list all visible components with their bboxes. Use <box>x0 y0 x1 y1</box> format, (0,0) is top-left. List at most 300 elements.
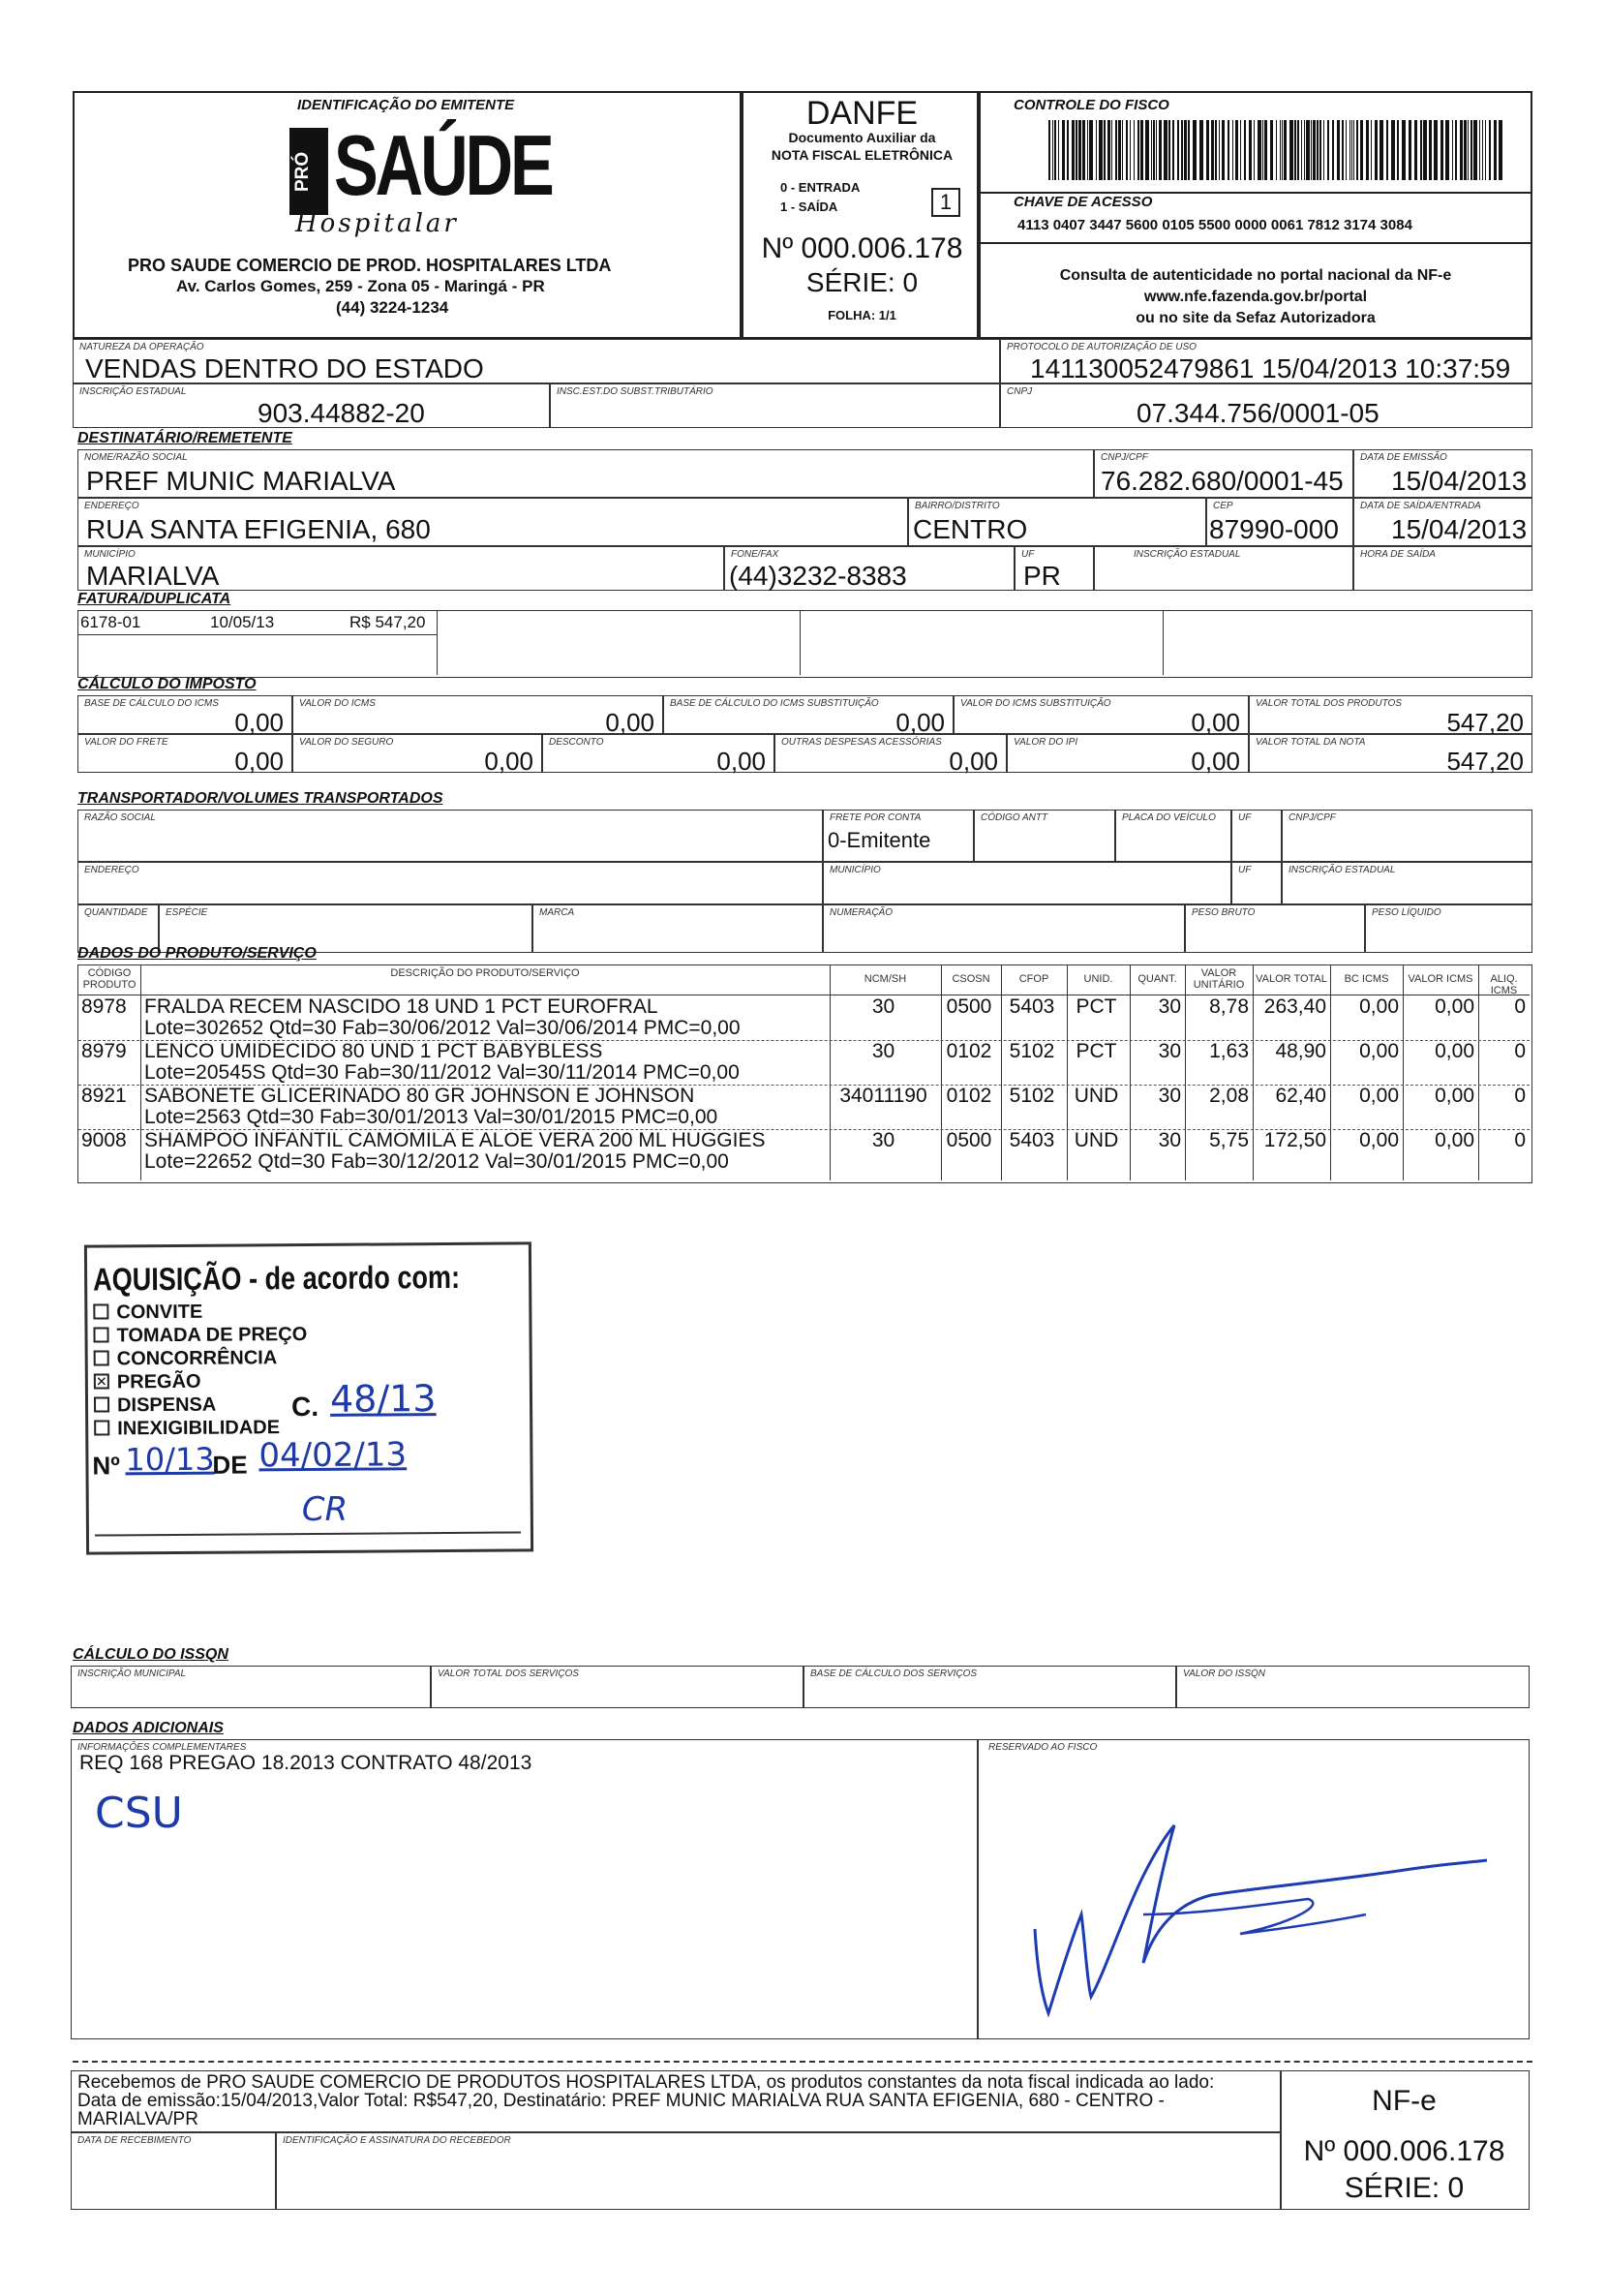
cell-vtotal: 263,40 <box>1263 995 1326 1018</box>
canhoto-serie: SÉRIE: 0 <box>1344 2172 1465 2204</box>
divider <box>95 1531 521 1536</box>
issqn-section: CÁLCULO DO ISSQN <box>73 1646 228 1663</box>
stamp-option-label: DISPENSA <box>116 1393 217 1417</box>
table-row <box>78 1086 1530 1130</box>
issuer-name: PRO SAUDE COMERCIO DE PROD. HOSPITALARES LTDA <box>128 256 612 275</box>
barcode-bar <box>1181 120 1183 180</box>
cell-desc1: FRALDA RECEM NASCIDO 18 UND 1 PCT EUROFRAL <box>144 995 658 1018</box>
cnpj-emit-value: 07.344.756/0001-05 <box>1137 398 1380 428</box>
barcode-bar <box>1351 120 1352 180</box>
cell-csosn: 0500 <box>946 1129 992 1151</box>
cell-unid: PCT <box>1076 1040 1117 1062</box>
header-vtotal: VALOR TOTAL <box>1256 973 1327 985</box>
checkbox-icon <box>93 1327 108 1342</box>
barcode-bar <box>1172 120 1174 180</box>
barcode-bar <box>1115 120 1117 180</box>
barcode-bar <box>1440 120 1443 180</box>
barcode-bar <box>1082 120 1085 180</box>
cell-desc2: Lote=302652 Qtd=30 Fab=30/06/2012 Val=30/06/2014 PMC=0,00 <box>144 1017 741 1039</box>
imposto-r2-cell-4 <box>1007 734 1249 776</box>
cell-aliq: 0 <box>1514 1085 1526 1107</box>
barcode-bar <box>1402 120 1406 180</box>
barcode-bar <box>1289 120 1293 180</box>
barcode-bar <box>1323 120 1324 180</box>
stamp-initials: CR <box>301 1489 349 1530</box>
barcode-bar <box>1420 120 1422 180</box>
cell-vicms: 0,00 <box>1435 1085 1474 1107</box>
handwritten-note: CSU <box>95 1789 183 1838</box>
header-vunit: VALOR UNITÁRIO <box>1193 967 1245 991</box>
canhoto-text-1: Recebemos de PRO SAUDE COMERCIO DE PRODUTOS HOSPITALARES LTDA, os produtos constantes da nota fiscal indicada ao lado: <box>77 2072 1215 2093</box>
barcode-bar <box>1137 120 1139 180</box>
imposto-r1-value-0: 0,00 <box>234 708 284 737</box>
cell-vunit: 1,63 <box>1209 1040 1249 1062</box>
dest-municipio-cell <box>77 546 724 591</box>
cell-bc: 0,00 <box>1359 1085 1399 1107</box>
imposto-r2-label-1: VALOR DO SEGURO <box>299 737 394 748</box>
cell-aliq: 0 <box>1514 1129 1526 1151</box>
cell-desc1: LENCO UMIDECIDO 80 UND 1 PCT BABYBLESS <box>144 1040 603 1062</box>
adicionais-fisco-cell <box>978 1739 1530 2039</box>
barcode-bar <box>1145 120 1149 180</box>
barcode-bar <box>1360 120 1363 180</box>
cell-ncm: 34011190 <box>839 1085 927 1107</box>
dest-municipio: MARIALVA <box>86 561 220 591</box>
barcode-bar <box>1301 120 1302 180</box>
adicionais-section: DADOS ADICIONAIS <box>73 1720 224 1736</box>
barcode-bar <box>1468 120 1469 180</box>
barcode-bar <box>1346 120 1347 180</box>
barcode-bar <box>1096 120 1097 180</box>
transp-marca-cell <box>532 904 823 953</box>
barcode-bar <box>1494 120 1497 180</box>
protocolo-label: PROTOCOLO DE AUTORIZAÇÃO DE USO <box>1007 342 1197 352</box>
imposto-r2-value-3: 0,00 <box>949 747 998 776</box>
dest-emissao-cell <box>1353 449 1532 498</box>
table-row <box>78 996 1530 1041</box>
issuer-address: Av. Carlos Gomes, 259 - Zona 05 - Maringá - PR <box>176 277 545 295</box>
checkbox-icon: ✕ <box>94 1373 109 1389</box>
imposto-r2-label-2: DESCONTO <box>549 737 604 748</box>
barcode-bar <box>1262 120 1263 180</box>
issqn-cell-0 <box>71 1666 431 1708</box>
cell-cfop: 5102 <box>1009 1085 1055 1107</box>
barcode-bar <box>1126 120 1128 180</box>
dest-uf: PR <box>1023 561 1061 591</box>
dest-hora-cell <box>1353 546 1532 591</box>
barcode-bar <box>1337 120 1340 180</box>
barcode-bar <box>1270 120 1273 180</box>
danfe-subtitle2: NOTA FISCAL ELETRÔNICA <box>771 147 954 163</box>
issqn-label-1: VALOR TOTAL DOS SERVIÇOS <box>438 1668 579 1679</box>
barcode-bar <box>1118 120 1121 180</box>
imposto-r2-cell-3 <box>774 734 1007 776</box>
ie-label: INSCRIÇÃO ESTADUAL <box>79 386 187 397</box>
signature <box>998 1798 1501 2021</box>
barcode-bar <box>1304 120 1305 180</box>
imposto-r2-cell-0 <box>77 734 292 776</box>
dest-endereco-cell <box>77 498 908 546</box>
imposto-r1-label-2: BASE DE CÁLCULO DO ICMS SUBSTITUIÇÃO <box>670 698 879 709</box>
table-row <box>78 1130 1530 1175</box>
header-aliq: ALIQ. ICMS <box>1490 973 1518 996</box>
stamp-n-label: Nº <box>92 1451 120 1481</box>
dest-saida-cell <box>1353 498 1532 546</box>
transp-municipio-label: MUNICÍPIO <box>830 865 881 875</box>
header-ncm: NCM/SH <box>864 973 907 985</box>
imposto-r1-label-1: VALOR DO ICMS <box>299 698 376 709</box>
fatura-numero: 6178-01 <box>80 613 141 631</box>
barcode-bar <box>1397 120 1399 180</box>
barcode-bar <box>1062 120 1065 180</box>
divider <box>800 611 801 675</box>
imposto-r2-value-5: 547,20 <box>1446 747 1524 776</box>
barcode-bar <box>1434 120 1438 180</box>
barcode-bar <box>1473 120 1477 180</box>
fatura-vencimento: 10/05/13 <box>210 613 275 631</box>
danfe-title: DANFE <box>805 95 919 132</box>
transp-especie-label: ESPÉCIE <box>166 907 208 918</box>
canhoto-dash-top <box>73 2061 1532 2063</box>
issqn-label-0: INSCRIÇÃO MUNICIPAL <box>77 1668 187 1679</box>
cell-cfop: 5102 <box>1009 1040 1055 1062</box>
barcode-bar <box>1471 120 1472 180</box>
barcode-bar <box>1342 120 1344 180</box>
header-csosn: CSOSN <box>952 973 990 985</box>
imposto-r1-label-3: VALOR DO ICMS SUBSTITUIÇÃO <box>960 698 1111 709</box>
transp-frete-cell <box>823 810 974 862</box>
cell-vtotal: 62,40 <box>1275 1085 1326 1107</box>
danfe-type-box: 1 <box>931 188 960 217</box>
barcode-bar <box>1072 120 1075 180</box>
checkbox-icon <box>94 1350 109 1365</box>
produtos-section: DADOS DO PRODUTO/SERVIÇO <box>77 945 317 962</box>
checkbox-icon <box>93 1303 108 1319</box>
cell-vicms: 0,00 <box>1435 1040 1474 1062</box>
cell-cfop: 5403 <box>1009 1129 1055 1151</box>
cell-codigo: 8978 <box>81 995 127 1018</box>
transp-liquido-label: PESO LÍQUIDO <box>1372 907 1441 918</box>
logo-sub-text: Hospitalar <box>295 209 459 238</box>
dest-saida: 15/04/2013 <box>1391 514 1528 544</box>
barcode-bar <box>1479 120 1480 180</box>
cell-quant: 30 <box>1158 995 1181 1018</box>
cell-csosn: 0102 <box>946 1085 992 1107</box>
chave-label: CHAVE DE ACESSO <box>1014 194 1153 210</box>
protocolo-cell <box>1000 339 1532 383</box>
canhoto-nfe-cell <box>1281 2070 1530 2210</box>
danfe-serie: SÉRIE: 0 <box>805 267 919 297</box>
imposto-r1-label-0: BASE DE CÁLCULO DO ICMS <box>84 698 219 709</box>
barcode-bar <box>1078 120 1081 180</box>
barcode-bar <box>1215 120 1217 180</box>
dest-bairro-cell <box>908 498 1206 546</box>
imposto-r2-label-3: OUTRAS DESPESAS ACESSÓRIAS <box>781 737 942 748</box>
barcode-bar <box>1429 120 1432 180</box>
dest-hora-label: HORA DE SAÍDA <box>1360 549 1436 560</box>
consulta-line3: ou no site da Sefaz Autorizadora <box>1136 310 1376 326</box>
transp-razao-label: RAZÃO SOCIAL <box>84 812 156 823</box>
barcode-bar <box>1235 120 1238 180</box>
dest-nome: PREF MUNIC MARIALVA <box>86 466 396 496</box>
cell-ncm: 30 <box>871 995 895 1018</box>
transp-placa-label: PLACA DO VEÍCULO <box>1122 812 1216 823</box>
cell-desc2: Lote=20545S Qtd=30 Fab=30/11/2012 Val=30/11/2014 PMC=0,00 <box>144 1061 740 1084</box>
imposto-r2-value-2: 0,00 <box>716 747 766 776</box>
barcode-bar <box>1159 120 1162 180</box>
barcode-bar <box>1054 120 1056 180</box>
canhoto-text-2: Data de emissão:15/04/2013,Valor Total: R$547,20, Destinatário: PREF MUNIC MARIALVA RUA SANTA EFIGENIA, 680 - CENTRO - <box>77 2091 1165 2111</box>
imposto-r1-cell-0 <box>77 695 292 737</box>
header-cfop: CFOP <box>1018 973 1049 985</box>
barcode-bar <box>1311 120 1312 180</box>
barcode-bar <box>1455 120 1457 180</box>
barcode-bar <box>1067 120 1069 180</box>
barcode-bar <box>1222 120 1225 180</box>
imposto-r1-value-4: 547,20 <box>1446 708 1524 737</box>
imposto-r1-cell-1 <box>292 695 663 737</box>
transp-cnpj-label: CNPJ/CPF <box>1289 812 1336 823</box>
fatura-valor: R$ 547,20 <box>349 613 426 631</box>
imposto-r2-value-4: 0,00 <box>1191 747 1240 776</box>
stamp-option-label: TOMADA DE PREÇO <box>116 1324 308 1347</box>
cell-bc: 0,00 <box>1359 995 1399 1018</box>
barcode-bar <box>1327 120 1329 180</box>
imposto-r1-value-1: 0,00 <box>605 708 654 737</box>
divider <box>437 611 438 675</box>
consulta-line2: www.nfe.fazenda.gov.br/portal <box>1143 289 1368 305</box>
issqn-cell-3 <box>1176 1666 1530 1708</box>
transp-cnpj-cell <box>1282 810 1532 862</box>
barcode-bar <box>1319 120 1321 180</box>
barcode-bar <box>1294 120 1296 180</box>
table-row <box>78 1041 1530 1086</box>
canhoto-ident-cell <box>276 2132 1281 2210</box>
dest-uf-cell <box>1015 546 1094 591</box>
transp-marca-label: MARCA <box>539 907 575 918</box>
transportador-section: TRANSPORTADOR/VOLUMES TRANSPORTADOS <box>77 790 443 807</box>
transp-endereco-label: ENDEREÇO <box>84 865 139 875</box>
dest-nome-cell <box>77 449 1094 498</box>
canhoto-text-cell <box>71 2070 1281 2132</box>
cell-codigo: 9008 <box>81 1129 127 1151</box>
dest-ie-label: INSCRIÇÃO ESTADUAL <box>1134 549 1241 560</box>
dest-cnpj: 76.282.680/0001-45 <box>1101 466 1344 496</box>
barcode-bar <box>1156 120 1157 180</box>
dest-cnpj-label: CNPJ/CPF <box>1101 452 1148 463</box>
barcode-bar <box>1460 120 1463 180</box>
cell-vtotal: 48,90 <box>1275 1040 1326 1062</box>
transp-ie-label: INSCRIÇÃO ESTADUAL <box>1289 865 1396 875</box>
dest-bairro: CENTRO <box>913 514 1028 544</box>
header-unid: UNID. <box>1083 973 1113 985</box>
barcode-bar <box>1240 120 1241 180</box>
barcode-bar <box>1391 120 1395 180</box>
barcode-bar <box>1375 120 1378 180</box>
barcode-bar <box>1489 120 1491 180</box>
header-bc: BC ICMS <box>1344 973 1389 985</box>
cnpj-emit-cell <box>1000 383 1532 428</box>
transp-uf2-label: UF <box>1238 865 1252 875</box>
danfe-number: Nº 000.006.178 <box>761 232 963 264</box>
barcode-bar <box>1153 120 1155 180</box>
barcode-bar <box>1499 120 1502 180</box>
barcode-bar <box>1177 120 1179 180</box>
barcode-bar <box>1276 120 1277 180</box>
transp-numeracao-label: NUMERAÇÃO <box>830 907 894 918</box>
imposto-r1-label-4: VALOR TOTAL DOS PRODUTOS <box>1256 698 1402 709</box>
dest-emissao-label: DATA DE EMISSÃO <box>1360 452 1447 463</box>
barcode-bar <box>1058 120 1059 180</box>
cell-unid: UND <box>1074 1085 1119 1107</box>
transp-bruto-label: PESO BRUTO <box>1192 907 1256 918</box>
barcode-bar <box>1464 120 1467 180</box>
consulta-line1: Consulta de autenticidade no portal nacional da NF-e <box>1059 267 1452 284</box>
stamp-c-label: C. <box>290 1391 319 1423</box>
barcode-bar <box>1122 120 1123 180</box>
cell-vunit: 5,75 <box>1209 1129 1249 1151</box>
barcode-bar <box>1219 120 1220 180</box>
imposto-r2-label-4: VALOR DO IPI <box>1014 737 1078 748</box>
cell-aliq: 0 <box>1514 1040 1526 1062</box>
dest-endereco: RUA SANTA EFIGENIA, 680 <box>86 514 431 544</box>
barcode-bar <box>1232 120 1233 180</box>
barcode-bar <box>1249 120 1252 180</box>
fatura-grid <box>77 610 1532 678</box>
barcode-bar <box>1282 120 1283 180</box>
barcode-bar <box>1188 120 1190 180</box>
issqn-cell-2 <box>804 1666 1176 1708</box>
cell-vtotal: 172,50 <box>1263 1129 1326 1151</box>
header-vicms: VALOR ICMS <box>1408 973 1473 985</box>
barcode-bar <box>1317 120 1319 180</box>
canhoto-nfe: NF-e <box>1372 2085 1437 2117</box>
cell-cfop: 5403 <box>1009 995 1055 1018</box>
cell-vunit: 2,08 <box>1209 1085 1249 1107</box>
barcode-bar <box>1199 120 1203 180</box>
issuer-ident-label: IDENTIFICAÇÃO DO EMITENTE <box>297 97 515 113</box>
dest-fone: (44)3232-8383 <box>729 561 907 591</box>
canhoto-numero: Nº 000.006.178 <box>1303 2135 1505 2167</box>
stamp-option-label: INEXIGIBILIDADE <box>117 1417 281 1440</box>
barcode-bar <box>1482 120 1483 180</box>
transp-municipio-cell <box>823 862 1231 904</box>
issuer-logo <box>289 117 552 238</box>
natureza-cell <box>73 339 1000 383</box>
cell-unid: UND <box>1074 1129 1119 1151</box>
dest-nome-label: NOME/RAZÃO SOCIAL <box>84 452 188 463</box>
danfe-subtitle1: Documento Auxiliar da <box>788 130 936 145</box>
dest-endereco-label: ENDEREÇO <box>84 501 139 511</box>
transp-uf2-cell <box>1231 862 1282 904</box>
danfe-folha: FOLHA: 1/1 <box>828 308 896 322</box>
cell-desc1: SABONETE GLICERINADO 80 GR JOHNSON E JOHNSON <box>144 1085 695 1107</box>
dest-cep: 87990-000 <box>1209 514 1339 544</box>
stamp-c-value: 48/13 <box>329 1377 437 1421</box>
logo-pro-block: PRÓ <box>289 128 328 215</box>
transp-placa-cell <box>1115 810 1231 862</box>
transp-antt-label: CÓDIGO ANTT <box>981 812 1048 823</box>
dest-uf-label: UF <box>1021 549 1035 560</box>
danfe-entrada: 0 - ENTRADA <box>780 180 861 195</box>
cell-desc2: Lote=2563 Qtd=30 Fab=30/01/2013 Val=30/01/2015 PMC=0,00 <box>144 1106 718 1128</box>
transp-qtd-label: QUANTIDADE <box>84 907 148 918</box>
cell-codigo: 8979 <box>81 1040 127 1062</box>
issqn-label-3: VALOR DO ISSQN <box>1183 1668 1266 1679</box>
header-quant: QUANT. <box>1137 973 1177 985</box>
header-codigo: CÓDIGO PRODUTO <box>82 967 136 991</box>
barcode-bar <box>1111 120 1112 180</box>
stamp-date-value: 04/02/13 <box>258 1435 408 1476</box>
dest-fone-label: FONE/FAX <box>731 549 779 560</box>
imposto-r1-cell-4 <box>1249 695 1532 737</box>
barcode-bar <box>1297 120 1299 180</box>
dest-fone-cell <box>724 546 1015 591</box>
barcode-bar <box>1089 120 1093 180</box>
barcode-bar <box>1206 120 1209 180</box>
barcode-bar <box>1353 120 1354 180</box>
imposto-section: CÁLCULO DO IMPOSTO <box>77 676 257 692</box>
dest-cnpj-cell <box>1094 449 1353 498</box>
cell-desc2: Lote=22652 Qtd=30 Fab=30/12/2012 Val=30/01/2015 PMC=0,00 <box>144 1150 729 1173</box>
cell-quant: 30 <box>1158 1040 1181 1062</box>
canhoto-ident-label: IDENTIFICAÇÃO E ASSINATURA DO RECEBEDOR <box>283 2135 511 2146</box>
dest-cep-label: CEP <box>1213 501 1233 511</box>
barcode-bar <box>1151 120 1152 180</box>
ie-cell <box>73 383 550 428</box>
barcode-bar <box>1485 120 1486 180</box>
cell-vunit: 8,78 <box>1209 995 1249 1018</box>
ie-subst-cell <box>550 383 1000 428</box>
transp-frete: 0-Emitente <box>828 828 931 852</box>
imposto-r1-cell-3 <box>954 695 1249 737</box>
barcode-bar <box>1193 120 1197 180</box>
cell-bc: 0,00 <box>1359 1040 1399 1062</box>
cell-codigo: 8921 <box>81 1085 127 1107</box>
header-desc: DESCRIÇÃO DO PRODUTO/SERVIÇO <box>390 967 580 979</box>
barcode-bar <box>1452 120 1453 180</box>
barcode-bar <box>1140 120 1143 180</box>
transp-uf-label: UF <box>1238 812 1252 823</box>
divider <box>78 634 437 635</box>
barcode-bar <box>1104 120 1106 180</box>
transp-ie-cell <box>1282 862 1532 904</box>
acquisition-stamp <box>84 1241 533 1554</box>
imposto-r2-cell-1 <box>292 734 542 776</box>
barcode-bar <box>1332 120 1334 180</box>
transp-antt-cell <box>974 810 1115 862</box>
barcode-bar <box>1386 120 1388 180</box>
cell-desc1: SHAMPOO INFANTIL CAMOMILA E ALOE VERA 200 ML HUGGIES <box>144 1129 766 1151</box>
cell-csosn: 0500 <box>946 995 992 1018</box>
imposto-r2-label-0: VALOR DO FRETE <box>84 737 168 748</box>
stamp-n-value: 10/13 <box>125 1440 215 1479</box>
chave-value: 4113 0407 3447 5600 0105 5500 0000 0061 7812 3174 3084 <box>1017 217 1412 233</box>
imposto-r2-cell-5 <box>1249 734 1532 776</box>
transp-liquido-cell <box>1365 904 1532 953</box>
dest-emissao: 15/04/2013 <box>1391 466 1528 496</box>
ie-value: 903.44882-20 <box>258 398 425 428</box>
transp-endereco-cell <box>77 862 823 904</box>
barcode-bar <box>1356 120 1358 180</box>
barcode-bar <box>1414 120 1417 180</box>
checkbox-icon <box>94 1396 109 1412</box>
adicionais-fisco-label: RESERVADO AO FISCO <box>988 1742 1098 1753</box>
dest-bairro-label: BAIRRO/DISTRITO <box>915 501 1000 511</box>
cell-vicms: 0,00 <box>1435 995 1474 1018</box>
controle-label: CONTROLE DO FISCO <box>1014 97 1169 113</box>
dest-saida-label: DATA DE SAÍDA/ENTRADA <box>1360 501 1481 511</box>
